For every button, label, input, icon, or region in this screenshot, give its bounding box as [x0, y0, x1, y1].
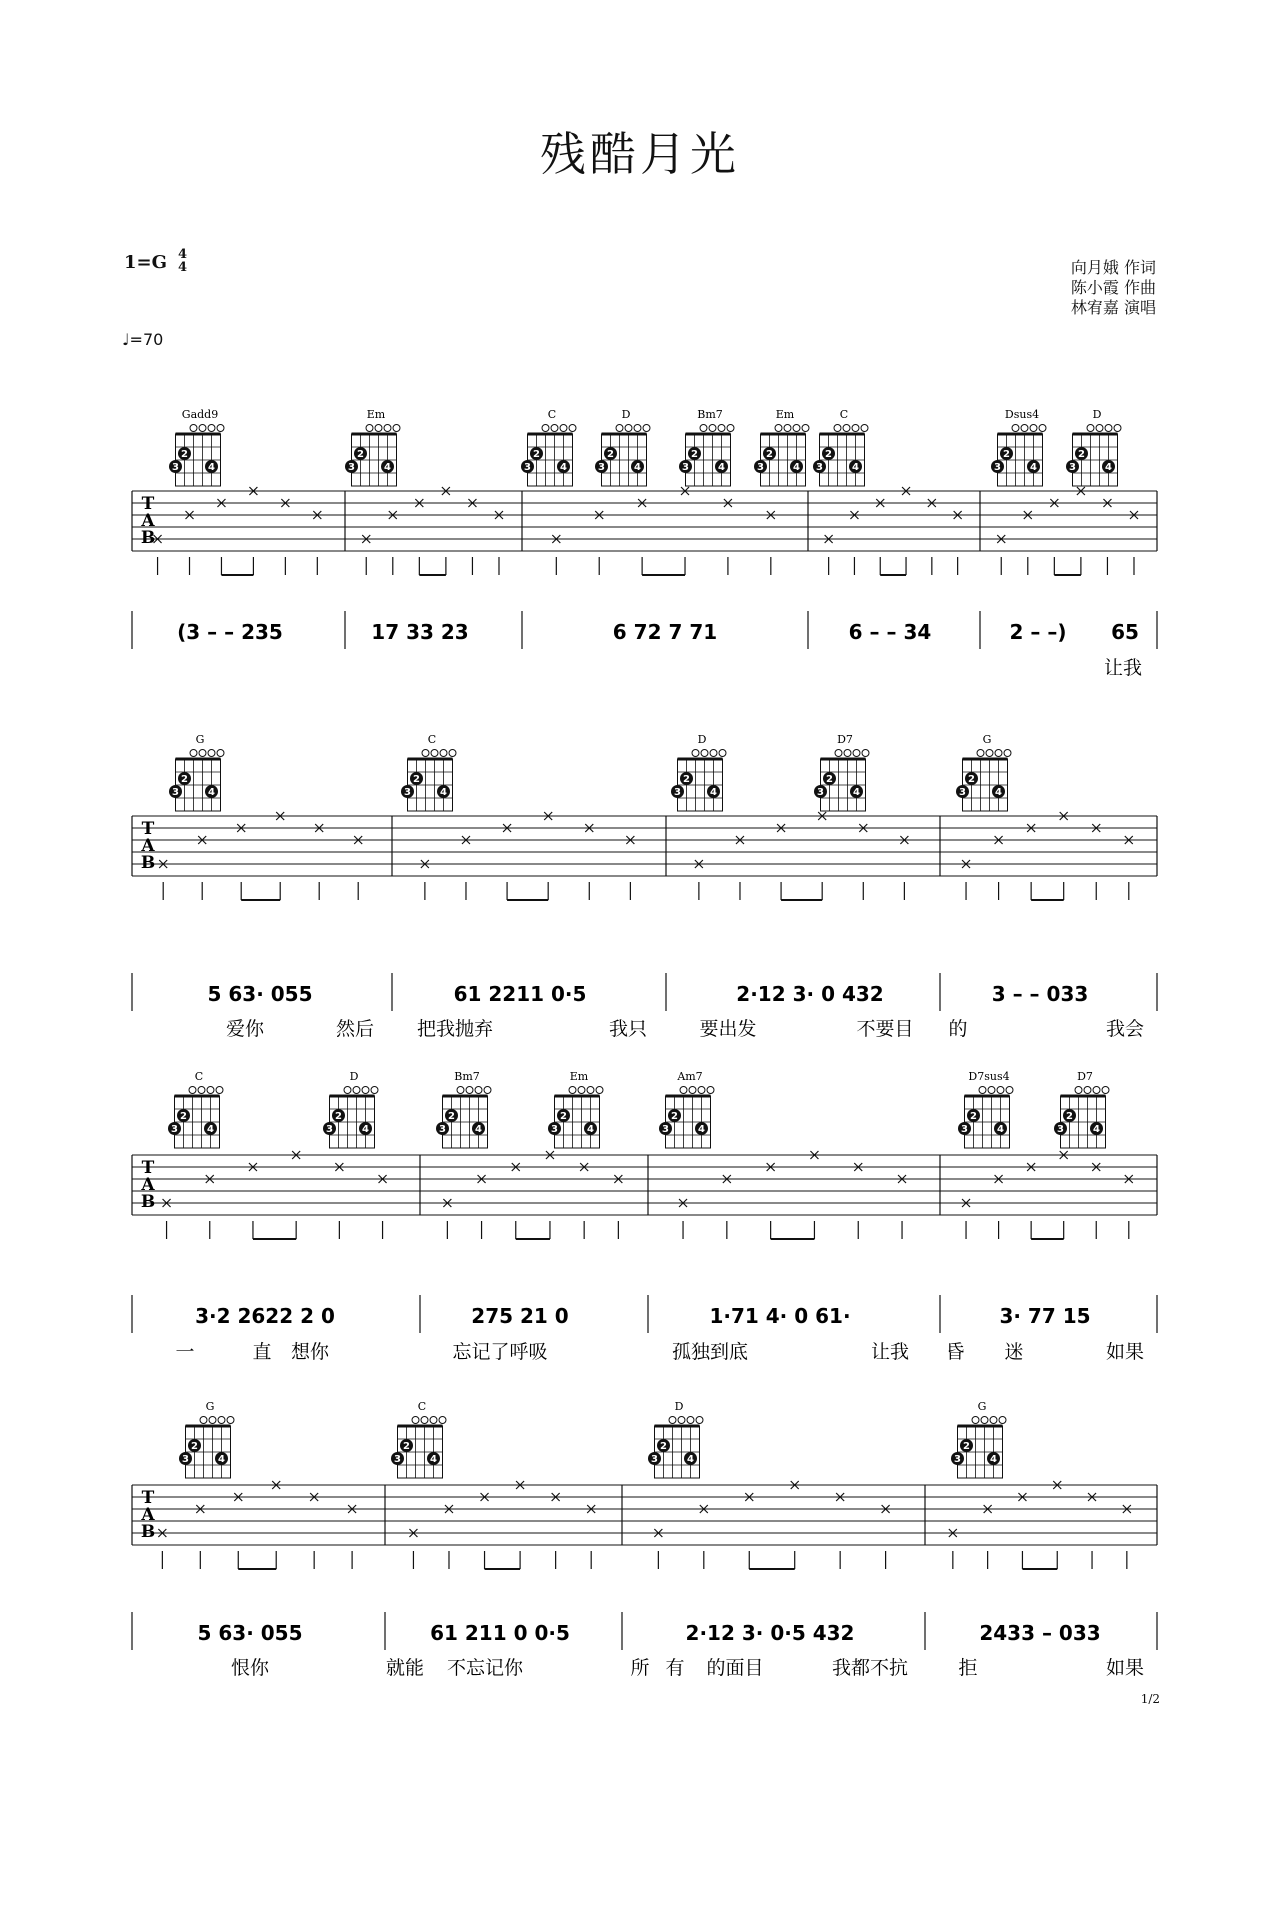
chord-name: G — [977, 1400, 987, 1413]
chord-name: G — [205, 1400, 215, 1413]
chord-name: Bm7 — [454, 1070, 480, 1083]
open-string-marker — [371, 1087, 378, 1094]
finger-number: 3 — [954, 1454, 961, 1465]
open-string-marker — [692, 750, 699, 757]
page-number: 1/2 — [1140, 1692, 1160, 1706]
time-signature-top: 4 — [178, 247, 188, 262]
open-string-marker — [466, 1087, 473, 1094]
finger-number: 2 — [691, 449, 698, 460]
open-string-marker — [835, 750, 842, 757]
open-string-marker — [1084, 1087, 1091, 1094]
jianpu-measure: 2433 – 033 — [979, 1621, 1101, 1645]
credit-singer: 林宥嘉 演唱 — [1070, 298, 1156, 317]
chord-diagram — [345, 408, 400, 486]
open-string-marker — [198, 1087, 205, 1094]
lyric-syllable: 迷 — [1004, 1341, 1024, 1363]
open-string-marker — [1030, 425, 1037, 432]
lyric-syllable: 就能 — [385, 1657, 425, 1679]
lyric-syllable: 昏 — [945, 1341, 965, 1363]
open-string-marker — [718, 425, 725, 432]
finger-number: 3 — [682, 462, 689, 473]
lyric-syllable: 我都不抗 — [831, 1657, 909, 1679]
finger-number: 2 — [1003, 449, 1010, 460]
open-string-marker — [422, 750, 429, 757]
open-string-marker — [634, 425, 641, 432]
chord-diagram — [1066, 408, 1121, 486]
chord-diagram — [754, 408, 809, 486]
finger-number: 2 — [671, 1111, 678, 1122]
chord-name: Am7 — [677, 1070, 703, 1083]
tab-clef-letter: T — [141, 494, 155, 514]
jianpu-measure: 3·2 2622 2 0 — [195, 1304, 335, 1328]
chord-diagram — [595, 408, 650, 486]
chord-name: Em — [366, 408, 386, 421]
chord-name: G — [982, 733, 992, 746]
jianpu-measure: (3 – – 235 — [177, 620, 283, 644]
open-string-marker — [861, 425, 868, 432]
finger-number: 4 — [384, 462, 391, 473]
open-string-marker — [1093, 1087, 1100, 1094]
finger-number: 3 — [651, 1454, 658, 1465]
finger-number: 3 — [598, 462, 605, 473]
chord-diagram — [679, 408, 734, 486]
finger-number: 2 — [560, 1111, 567, 1122]
open-string-marker — [687, 1417, 694, 1424]
open-string-marker — [1012, 425, 1019, 432]
finger-number: 2 — [180, 1111, 187, 1122]
finger-number: 2 — [181, 774, 188, 785]
open-string-marker — [1004, 750, 1011, 757]
finger-number: 2 — [1066, 1111, 1073, 1122]
finger-number: 2 — [1078, 449, 1085, 460]
open-string-marker — [1039, 425, 1046, 432]
finger-number: 4 — [362, 1124, 369, 1135]
open-string-marker — [986, 750, 993, 757]
open-string-marker — [710, 750, 717, 757]
jianpu-measure: 17 33 23 — [371, 620, 469, 644]
finger-number: 4 — [440, 787, 447, 798]
open-string-marker — [999, 1417, 1006, 1424]
open-string-marker — [439, 1417, 446, 1424]
lyric-syllable: 如果 — [1105, 1341, 1145, 1363]
finger-number: 2 — [826, 774, 833, 785]
open-string-marker — [700, 425, 707, 432]
jianpu-measure: 275 21 0 — [471, 1304, 569, 1328]
finger-number: 2 — [660, 1441, 667, 1452]
lyric-syllable: 让我 — [870, 1341, 910, 1363]
lyric-syllable: 忘记了呼吸 — [452, 1341, 548, 1363]
finger-number: 3 — [1069, 462, 1076, 473]
open-string-marker — [852, 425, 859, 432]
open-string-marker — [199, 750, 206, 757]
finger-number: 3 — [1057, 1124, 1064, 1135]
open-string-marker — [853, 750, 860, 757]
tab-system — [132, 408, 1157, 679]
jianpu-measure: 65 — [1111, 620, 1139, 644]
finger-number: 3 — [172, 462, 179, 473]
open-string-marker — [707, 1087, 714, 1094]
lyric-syllable: 让我 — [1103, 657, 1143, 679]
chord-diagram — [951, 1400, 1006, 1478]
chord-diagram — [169, 733, 224, 811]
chord-diagram — [323, 1070, 378, 1148]
chord-diagram — [991, 408, 1046, 486]
open-string-marker — [208, 750, 215, 757]
tab-clef-letter: B — [140, 853, 156, 873]
open-string-marker — [217, 425, 224, 432]
lyric-syllable: 爱你 — [225, 1018, 265, 1040]
chord-name: D7sus4 — [968, 1070, 1010, 1083]
finger-number: 4 — [997, 1124, 1004, 1135]
open-string-marker — [190, 750, 197, 757]
chord-diagram — [671, 733, 726, 811]
finger-number: 4 — [853, 787, 860, 798]
lyric-syllable: 孤独到底 — [671, 1341, 749, 1363]
tab-clef-letter: T — [141, 819, 155, 839]
open-string-marker — [1075, 1087, 1082, 1094]
finger-number: 4 — [207, 1124, 214, 1135]
open-string-marker — [843, 425, 850, 432]
finger-number: 3 — [757, 462, 764, 473]
chord-name: D — [674, 1400, 684, 1413]
finger-number: 3 — [816, 462, 823, 473]
open-string-marker — [484, 1087, 491, 1094]
open-string-marker — [560, 425, 567, 432]
chord-name: Gadd9 — [181, 408, 219, 421]
finger-number: 3 — [182, 1454, 189, 1465]
chord-diagram — [169, 408, 224, 486]
finger-number: 4 — [208, 787, 215, 798]
finger-number: 2 — [683, 774, 690, 785]
finger-number: 3 — [439, 1124, 446, 1135]
open-string-marker — [384, 425, 391, 432]
open-string-marker — [440, 750, 447, 757]
chord-diagram — [548, 1070, 603, 1148]
lyric-syllable: 不忘记你 — [446, 1657, 524, 1679]
open-string-marker — [643, 425, 650, 432]
open-string-marker — [981, 1417, 988, 1424]
open-string-marker — [569, 425, 576, 432]
lyric-syllable: 我只 — [608, 1018, 648, 1040]
open-string-marker — [802, 425, 809, 432]
open-string-marker — [995, 750, 1002, 757]
lyric-syllable: 的 — [948, 1018, 968, 1040]
chord-name: Em — [775, 408, 795, 421]
open-string-marker — [200, 1417, 207, 1424]
finger-number: 4 — [634, 462, 641, 473]
finger-number: 3 — [524, 462, 531, 473]
lyric-syllable: 恨你 — [230, 1657, 270, 1679]
finger-number: 4 — [218, 1454, 225, 1465]
open-string-marker — [1021, 425, 1028, 432]
tab-clef-letter: T — [141, 1488, 155, 1508]
finger-number: 4 — [1105, 462, 1112, 473]
time-signature-bottom: 4 — [178, 260, 188, 275]
finger-number: 4 — [995, 787, 1002, 798]
open-string-marker — [189, 1087, 196, 1094]
finger-number: 2 — [335, 1111, 342, 1122]
chord-diagram — [391, 1400, 446, 1478]
chord-name: D — [1092, 408, 1102, 421]
finger-number: 2 — [825, 449, 832, 460]
finger-number: 2 — [766, 449, 773, 460]
open-string-marker — [680, 1087, 687, 1094]
lyric-syllable: 不要目 — [856, 1018, 914, 1040]
tab-clef-letter: A — [141, 1505, 155, 1525]
finger-number: 3 — [404, 787, 411, 798]
open-string-marker — [784, 425, 791, 432]
jianpu-measure: 2 – –) — [1009, 620, 1067, 644]
finger-number: 2 — [607, 449, 614, 460]
chord-diagram — [179, 1400, 234, 1478]
lyric-syllable: 所 — [630, 1657, 650, 1679]
finger-number: 3 — [959, 787, 966, 798]
credit-lyricist: 向月娥 作词 — [1070, 258, 1156, 277]
open-string-marker — [362, 1087, 369, 1094]
tab-clef-letter: B — [140, 1192, 156, 1212]
finger-number: 2 — [191, 1441, 198, 1452]
lyric-syllable: 的面目 — [706, 1657, 764, 1679]
finger-number: 2 — [968, 774, 975, 785]
open-string-marker — [207, 1087, 214, 1094]
open-string-marker — [1006, 1087, 1013, 1094]
finger-number: 2 — [181, 449, 188, 460]
chord-diagram — [814, 733, 869, 811]
open-string-marker — [709, 425, 716, 432]
open-string-marker — [689, 1087, 696, 1094]
finger-number: 4 — [587, 1124, 594, 1135]
open-string-marker — [578, 1087, 585, 1094]
finger-number: 3 — [551, 1124, 558, 1135]
chord-diagram — [956, 733, 1011, 811]
open-string-marker — [844, 750, 851, 757]
chord-name: C — [417, 1400, 427, 1413]
open-string-marker — [1105, 425, 1112, 432]
jianpu-measure: 6 – – 34 — [848, 620, 932, 644]
tab-clef-letter: T — [141, 1158, 155, 1178]
finger-number: 4 — [698, 1124, 705, 1135]
lyric-syllable: 想你 — [290, 1341, 330, 1363]
lyric-syllable: 拒 — [958, 1657, 978, 1679]
open-string-marker — [209, 1417, 216, 1424]
open-string-marker — [421, 1417, 428, 1424]
chord-diagram — [401, 733, 456, 811]
chord-diagram — [1054, 1070, 1109, 1148]
finger-number: 4 — [430, 1454, 437, 1465]
finger-number: 4 — [1093, 1124, 1100, 1135]
chord-name: D — [621, 408, 631, 421]
open-string-marker — [569, 1087, 576, 1094]
finger-number: 3 — [348, 462, 355, 473]
tempo-value: =70 — [129, 330, 164, 349]
lyric-syllable: 有 — [665, 1657, 685, 1679]
open-string-marker — [698, 1087, 705, 1094]
chord-name: D7 — [1077, 1070, 1093, 1083]
finger-number: 2 — [448, 1111, 455, 1122]
open-string-marker — [217, 750, 224, 757]
chord-diagram — [648, 1400, 703, 1478]
jianpu-measure: 61 2211 0·5 — [453, 982, 587, 1006]
open-string-marker — [696, 1417, 703, 1424]
open-string-marker — [997, 1087, 1004, 1094]
chord-diagram — [659, 1070, 714, 1148]
jianpu-measure: 3 – – 033 — [991, 982, 1089, 1006]
chord-name: D7 — [837, 733, 853, 746]
open-string-marker — [990, 1417, 997, 1424]
open-string-marker — [972, 1417, 979, 1424]
tab-clef-letter: B — [140, 1522, 156, 1542]
finger-number: 2 — [403, 1441, 410, 1452]
open-string-marker — [616, 425, 623, 432]
lyric-syllable: 把我抛弃 — [416, 1018, 494, 1040]
open-string-marker — [979, 1087, 986, 1094]
finger-number: 4 — [208, 462, 215, 473]
lyric-syllable: 我会 — [1105, 1018, 1145, 1040]
open-string-marker — [775, 425, 782, 432]
finger-number: 3 — [326, 1124, 333, 1135]
open-string-marker — [1087, 425, 1094, 432]
finger-number: 3 — [994, 462, 1001, 473]
finger-number: 3 — [662, 1124, 669, 1135]
finger-number: 3 — [817, 787, 824, 798]
finger-number: 4 — [718, 462, 725, 473]
open-string-marker — [344, 1087, 351, 1094]
finger-number: 2 — [970, 1111, 977, 1122]
jianpu-measure: 5 63· 055 — [207, 982, 313, 1006]
finger-number: 4 — [687, 1454, 694, 1465]
lyric-syllable: 一 — [175, 1341, 195, 1363]
open-string-marker — [596, 1087, 603, 1094]
jianpu-measure: 5 63· 055 — [197, 1621, 303, 1645]
open-string-marker — [216, 1087, 223, 1094]
chord-diagram — [958, 1070, 1013, 1148]
open-string-marker — [793, 425, 800, 432]
tab-system — [132, 733, 1157, 1040]
chord-name: D — [349, 1070, 359, 1083]
tab-system — [132, 1070, 1157, 1363]
open-string-marker — [977, 750, 984, 757]
open-string-marker — [366, 425, 373, 432]
open-string-marker — [199, 425, 206, 432]
open-string-marker — [430, 1417, 437, 1424]
finger-number: 4 — [710, 787, 717, 798]
finger-number: 3 — [172, 787, 179, 798]
open-string-marker — [669, 1417, 676, 1424]
open-string-marker — [701, 750, 708, 757]
lyric-syllable: 然后 — [335, 1018, 375, 1040]
finger-number: 2 — [357, 449, 364, 460]
jianpu-measure: 61 211 0 0·5 — [430, 1621, 570, 1645]
open-string-marker — [862, 750, 869, 757]
open-string-marker — [449, 750, 456, 757]
credit-composer: 陈小霞 作曲 — [1070, 278, 1156, 297]
chord-name: Dsus4 — [1004, 408, 1040, 421]
chord-name: G — [195, 733, 205, 746]
chord-name: Em — [569, 1070, 589, 1083]
open-string-marker — [678, 1417, 685, 1424]
chord-diagram — [521, 408, 576, 486]
chord-name: C — [547, 408, 557, 421]
open-string-marker — [542, 425, 549, 432]
finger-number: 2 — [533, 449, 540, 460]
lyric-syllable: 要出发 — [699, 1018, 757, 1040]
finger-number: 3 — [674, 787, 681, 798]
chord-name: Bm7 — [697, 408, 723, 421]
lyric-syllable: 直 — [252, 1341, 272, 1363]
finger-number: 4 — [475, 1124, 482, 1135]
chord-name: C — [427, 733, 437, 746]
finger-number: 4 — [852, 462, 859, 473]
open-string-marker — [1102, 1087, 1109, 1094]
chord-name: D — [697, 733, 707, 746]
tab-clef-letter: B — [140, 528, 156, 548]
tab-clef-letter: A — [141, 836, 155, 856]
finger-number: 4 — [793, 462, 800, 473]
open-string-marker — [719, 750, 726, 757]
open-string-marker — [625, 425, 632, 432]
song-title: 残酷月光 — [540, 127, 740, 181]
open-string-marker — [1114, 425, 1121, 432]
open-string-marker — [457, 1087, 464, 1094]
finger-number: 3 — [171, 1124, 178, 1135]
chord-diagram — [813, 408, 868, 486]
finger-number: 4 — [560, 462, 567, 473]
open-string-marker — [1096, 425, 1103, 432]
jianpu-measure: 2·12 3· 0·5 432 — [685, 1621, 855, 1645]
chord-diagram — [436, 1070, 491, 1148]
jianpu-measure: 2·12 3· 0 432 — [736, 982, 884, 1006]
open-string-marker — [834, 425, 841, 432]
chord-name: C — [194, 1070, 204, 1083]
jianpu-measure: 6 72 7 71 — [612, 620, 718, 644]
finger-number: 3 — [394, 1454, 401, 1465]
open-string-marker — [208, 425, 215, 432]
open-string-marker — [431, 750, 438, 757]
finger-number: 3 — [961, 1124, 968, 1135]
finger-number: 4 — [990, 1454, 997, 1465]
quarter-note-icon: ♩ — [122, 330, 130, 349]
open-string-marker — [412, 1417, 419, 1424]
open-string-marker — [475, 1087, 482, 1094]
open-string-marker — [353, 1087, 360, 1094]
jianpu-measure: 1·71 4· 0 61· — [709, 1304, 851, 1328]
lyric-syllable: 如果 — [1105, 1657, 1145, 1679]
tab-system — [132, 1400, 1157, 1679]
finger-number: 4 — [1030, 462, 1037, 473]
open-string-marker — [218, 1417, 225, 1424]
open-string-marker — [988, 1087, 995, 1094]
chord-diagram — [168, 1070, 223, 1148]
open-string-marker — [587, 1087, 594, 1094]
open-string-marker — [190, 425, 197, 432]
jianpu-measure: 3· 77 15 — [999, 1304, 1091, 1328]
key-signature: 1=G — [124, 252, 167, 273]
finger-number: 2 — [963, 1441, 970, 1452]
open-string-marker — [727, 425, 734, 432]
open-string-marker — [393, 425, 400, 432]
open-string-marker — [375, 425, 382, 432]
tab-clef-letter: A — [141, 1175, 155, 1195]
tab-clef-letter: A — [141, 511, 155, 531]
finger-number: 2 — [413, 774, 420, 785]
open-string-marker — [551, 425, 558, 432]
open-string-marker — [227, 1417, 234, 1424]
chord-name: C — [839, 408, 849, 421]
